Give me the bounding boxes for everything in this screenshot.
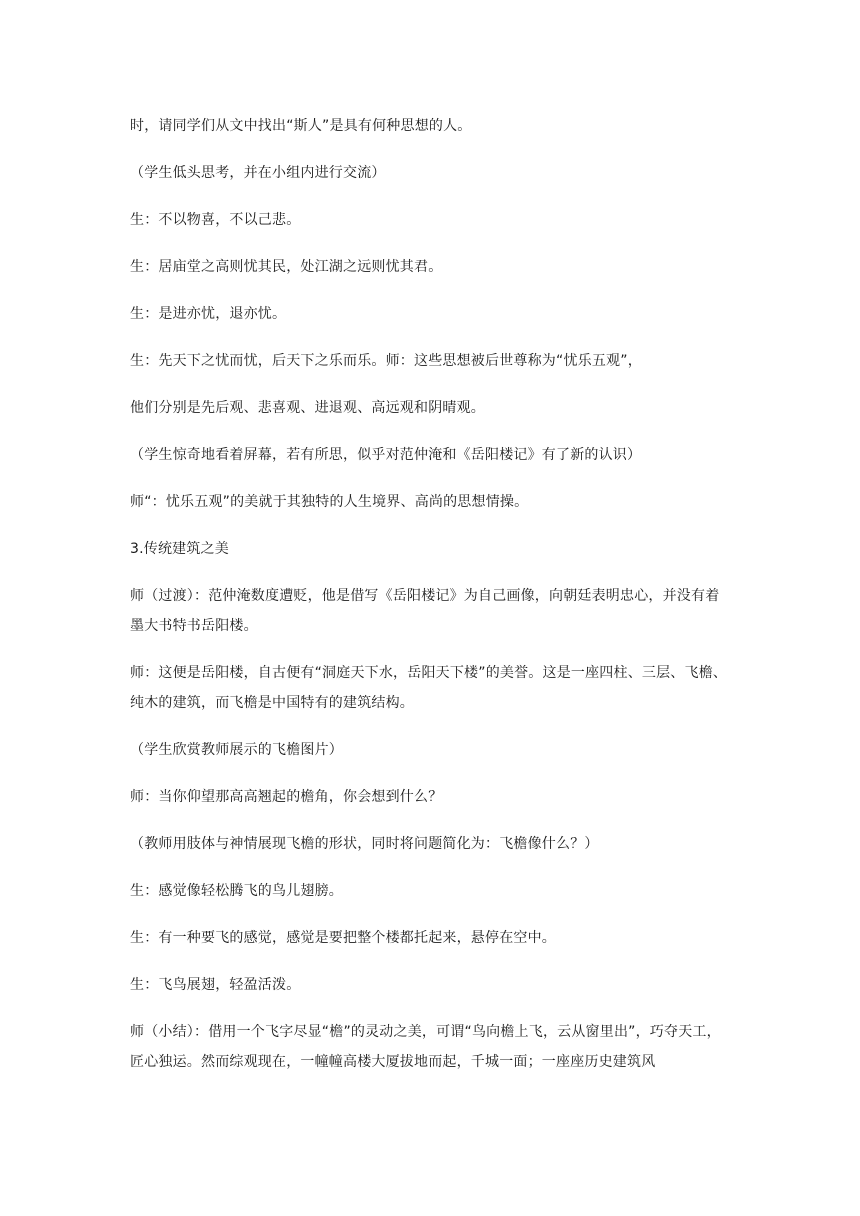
paragraph: 他们分别是先后观、悲喜观、进退观、高远观和阴晴观。 <box>130 400 485 416</box>
paragraph: 师“：忧乐五观”的美就于其独特的人生境界、高尚的思想情操。 <box>130 494 529 510</box>
paragraph: 生：居庙堂之高则忧其民，处江湖之远则忧其君。 <box>130 259 443 275</box>
paragraph: 生：先天下之忧而忧，后天下之乐而乐。师：这些思想被后世尊称为“忧乐五观”， <box>130 353 642 369</box>
paragraph: （学生低头思考，并在小组内进行交流） <box>130 165 386 181</box>
document-body <box>130 111 730 1094</box>
paragraph: 时，请同学们从文中找出“斯人”是具有何种思想的人。 <box>130 118 472 134</box>
paragraph: 生：感觉像轻松腾飞的鸟儿翅膀。 <box>130 883 343 899</box>
paragraph: 师：这便是岳阳楼，自古便有“洞庭天下水，岳阳天下楼”的美誉。这是一座四柱、三层、飞檐、纯木的建筑，而飞檐是中国特有的建筑结构。 <box>130 665 728 711</box>
paragraph: 师（小结）：借用一个飞字尽显“檐”的灵动之美，可谓“鸟向檐上飞，云从窗里出”，巧夺天工，匠心独运。然而综观现在，一幢幢高楼大厦拔地而起，千城一面；一座座历史建筑风 <box>130 1024 721 1070</box>
paragraph: （教师用肢体与神情展现飞檐的形状，同时将问题简化为：飞檐像什么？） <box>130 836 599 852</box>
section-heading: 3.传统建筑之美 <box>130 541 229 557</box>
paragraph: 生：有一种要飞的感觉，感觉是要把整个楼都托起来，悬停在空中。 <box>130 930 556 946</box>
paragraph: 生：不以物喜，不以己悲。 <box>130 212 301 228</box>
paragraph: （学生欣赏教师展示的飞檐图片） <box>130 742 343 758</box>
paragraph: 师：当你仰望那高高翘起的檐角，你会想到什么？ <box>130 789 443 805</box>
paragraph: 师（过渡）：范仲淹数度遭贬，他是借写《岳阳楼记》为自己画像，向朝廷表明忠心，并没有着墨大书特书岳阳楼。 <box>130 588 720 634</box>
paragraph: 生：飞鸟展翅，轻盈活泼。 <box>130 977 301 993</box>
paragraph: （学生惊奇地看着屏幕，若有所思，似乎对范仲淹和《岳阳楼记》有了新的认识） <box>130 447 642 463</box>
paragraph: 生：是进亦忧，退亦忧。 <box>130 306 287 322</box>
